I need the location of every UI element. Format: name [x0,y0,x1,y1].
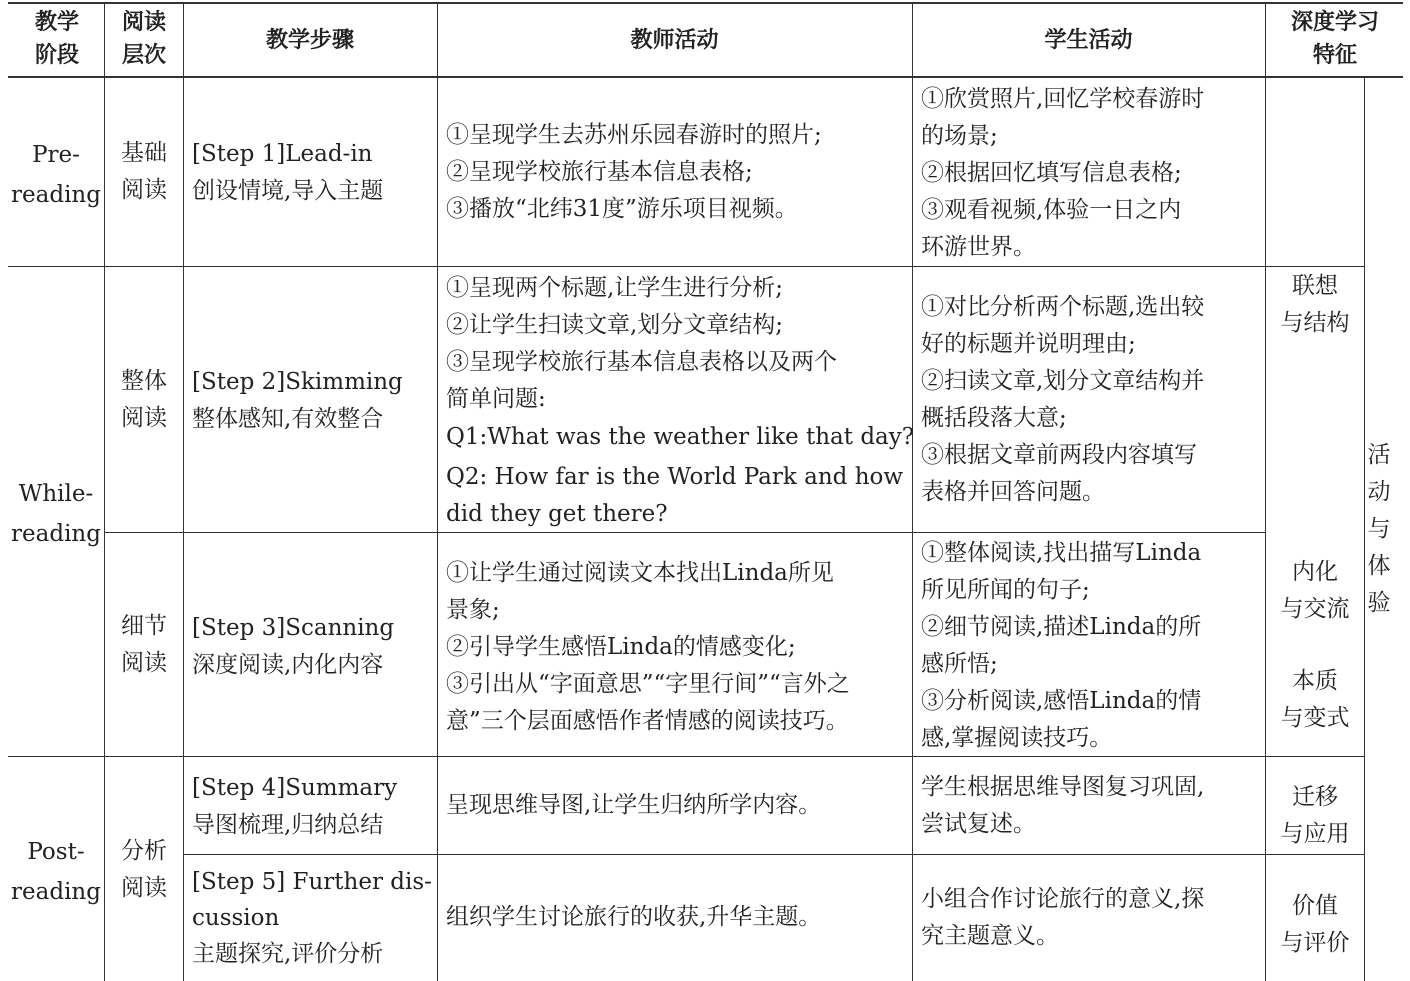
header-student: 学生活动 [1044,28,1133,53]
header-level: 阅读 层次 [121,10,166,68]
stage-while-reading: While- reading [11,481,101,547]
level-whole: 整体 阅读 [121,368,167,431]
teacher-activity-discussion: 组织学生讨论旅行的收获,升华主题。 [446,904,822,930]
feature-essence: 本质 与变式 [1280,668,1350,731]
header-feature: 深度学习 特征 [1290,10,1379,68]
header-teacher: 教师活动 [630,28,719,53]
feature-transfer: 迁移 与应用 [1280,784,1350,847]
step-5-cell: [Step 5] Further dis- cussion 主题探究,评价分析 [192,869,432,967]
rule-vertical-3 [437,2,438,981]
teacher-activity-summary: 呈现思维导图,让学生归纳所学内容。 [446,792,822,818]
student-activity-discussion: 小组合作讨论旅行的意义,探 究主题意义。 [921,886,1205,949]
student-activity-pre: ①欣赏照片,回忆学校春游时 的场景; ②根据回忆填写信息表格; ③观看视频,体验一日之内 环游世界。 [921,86,1205,260]
step-1-cell: [Step 1]Lead-in 创设情境,导入主题 [192,141,384,204]
feature-value: 价值 与评价 [1280,893,1350,956]
feature-activity-experience: 活 动 与 体 验 [1367,442,1391,616]
level-detail: 细节 阅读 [121,613,167,676]
table-border-top [8,2,1403,4]
student-activity-summary: 学生根据思维导图复习巩固, 尝试复述。 [921,774,1205,837]
student-activity-scan: ①整体阅读,找出描写Linda 所见所闻的句子; ②细节阅读,描述Linda的所 感所悟; ③分析阅读,感悟Linda的情 感,掌握阅读技巧。 [921,540,1202,751]
teacher-activity-pre: ①呈现学生去苏州乐园春游时的照片; ②呈现学校旅行基本信息表格; ③播放“北纬31度”游乐项目视频。 [446,122,822,222]
teacher-activity-skim: ①呈现两个标题,让学生进行分析; ②让学生扫读文章,划分文章结构; ③呈现学校旅行基本信息表格以及两个 简单问题: Q1:What was the weather like that day? Q2: How far is the World Park and how did they get there? [446,275,915,527]
feature-association: 联想 与结构 [1280,273,1350,336]
level-basic: 基础 阅读 [121,140,167,203]
stage-post-reading: Post- reading [11,839,101,905]
rule-vertical-2 [183,2,184,981]
student-activity-skim: ①对比分析两个标题,选出较 好的标题并说明理由; ②扫读文章,划分文章结构并 概括段落大意; ③根据文章前两段内容填写 表格并回答问题。 [921,294,1205,505]
stage-pre-reading: Pre- reading [11,142,101,208]
header-stage: 教学 阶段 [34,10,79,68]
step-4-cell: [Step 4]Summary 导图梳理,归纳总结 [192,775,398,838]
level-analysis: 分析 阅读 [121,838,167,901]
header-bottom-rule [8,76,1403,78]
teacher-activity-scan: ①让学生通过阅读文本找出Linda所见 景象; ②引导学生感悟Linda的情感变化; ③引出从“字面意思”“字里行间”“言外之 意”三个层面感悟作者情感的阅读技巧。 [446,560,850,734]
feature-internalize: 内化 与交流 [1280,559,1350,622]
rule-step4-step5 [183,854,1364,855]
step-3-cell: [Step 3]Scanning 深度阅读,内化内容 [192,615,395,678]
rule-pre-while [8,266,1364,267]
step-2-cell: [Step 2]Skimming 整体感知,有效整合 [192,369,403,432]
header-steps: 教学步骤 [265,28,354,53]
